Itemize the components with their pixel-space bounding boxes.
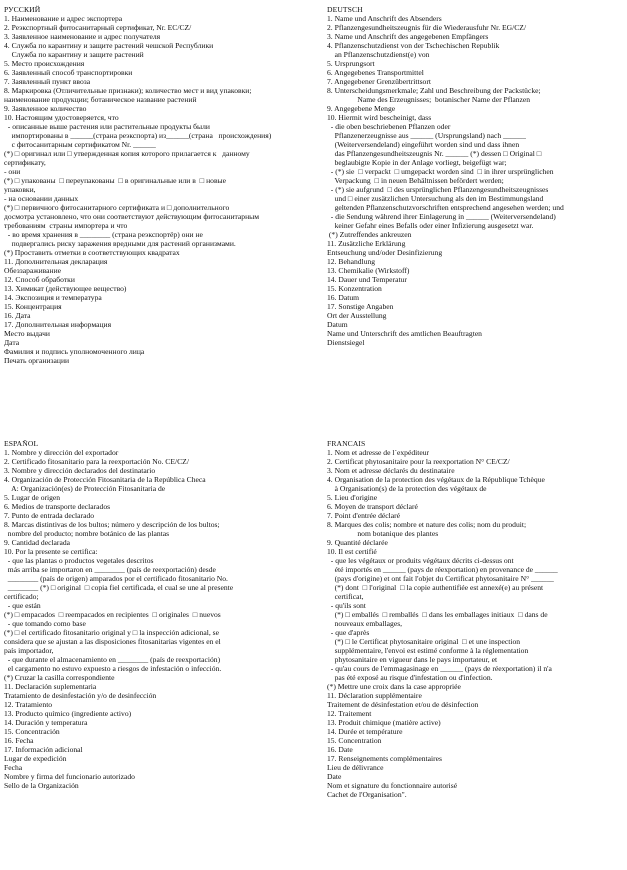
document-line: 9. Quantité déclarée (327, 538, 388, 547)
document-line: - que durante el almacenamiento en ________ (país de reexportación) (4, 655, 221, 664)
document-line: (*) □ оригинал или □ утвержденная копия которого прилагается к данному (4, 149, 250, 158)
document-line: an Pflanzenschutzdienst(e) von (327, 50, 430, 59)
document-line: 2. Реэкспортный фитосанитарный сертификат, Nr. ЕС/CZ/ (4, 23, 192, 32)
document-line: 8. Unterscheidungsmerkmale; Zahl und Beschreibung der Packstücke; (327, 86, 541, 95)
document-line: 7. Заявленный пункт ввоза (4, 77, 91, 86)
document-line: beglaubigte Kopie in der Anlage vorliegt, beigefügt war; (327, 158, 507, 167)
document-line: 8. Маркировка (Отличительные признаки); количество мест и вид упаковки; (4, 86, 252, 95)
section-heading: ESPAÑOL (4, 439, 39, 448)
document-line: (*) Cruzar la casilla correspondiente (4, 673, 115, 682)
section-lines (4, 448, 310, 790)
document-line: 13. Химикат (действующее вещество) (4, 284, 127, 293)
document-line: (*) □ emballés □ remballés □ dans les emballages initiaux □ dans de (327, 610, 548, 619)
section-russian (4, 5, 310, 365)
document-line: Lugar de expedición (4, 754, 67, 763)
document-line: Name des Erzeugnisses; botanischer Name der Pflanzen (327, 95, 531, 104)
document-line: 9. Заявленное количество (4, 104, 87, 113)
document-line: das Pflanzengesundheitszeugnis Nr. ______ (*) dessen □ Original □ (327, 149, 542, 158)
document-line: 15. Konzentration (327, 284, 382, 293)
document-line: 11. Дополнительная декларация (4, 257, 108, 266)
document-line: досмотра установлено, что они соответствуют действующим фитосанитарным (4, 212, 260, 221)
section-heading: FRANCAIS (327, 439, 366, 448)
document-line: geltenden Pflanzenschutzvorschriften entsprechend angesehen werden; und (327, 203, 564, 212)
document-line: 17. Дополнительная информация (4, 320, 112, 329)
document-line: Sello de la Organización (4, 781, 79, 790)
document-line: 3. Name und Anschrift des angegebenen Empfängers (327, 32, 489, 41)
document-line: Entseuchung und/oder Desinfizierung (327, 248, 443, 257)
document-line: (*) Проставить отметки в соответствующих квадратах (4, 248, 180, 257)
document-line: Cachet de l'Organisation". (327, 790, 407, 799)
document-line: сертификату, (4, 158, 46, 167)
document-line: - que las plantas o productos vegetales descritos (4, 556, 154, 565)
document-line: 12. Tratamiento (4, 700, 53, 709)
document-line: 9. Angegebene Menge (327, 104, 396, 113)
document-line: (pays d'origine) et ont fait l'objet du Certificat phytosanitaire N° ______ (327, 574, 554, 583)
document-line: 7. Angegebener Grenzübertrittsort (327, 77, 431, 86)
document-line: Служба по карантину и защите растений (4, 50, 144, 59)
document-line: (*) dont □ l'original □ la copie authentifiée est annexé(e) au présent (327, 583, 544, 592)
document-line: und □ einer zusätzlichen Untersuchung als den im Bestimmungsland (327, 194, 544, 203)
document-line: - (*) sie □ verpackt □ umgepackt worden sind □ in ihrer ursprünglichen (327, 167, 554, 176)
section-german (327, 5, 623, 347)
document-line: Ort der Ausstellung (327, 311, 387, 320)
section-lines (327, 448, 623, 799)
document-line: Pflanzenerzeugnisse aus ______ (Ursprungsland) nach ______ (327, 131, 526, 140)
document-line: 7. Point d'entrée déclaré (327, 511, 401, 520)
section-lines (4, 14, 310, 365)
document-line: - во время хранения в ________ (страна реэкспортёр) они не (4, 230, 203, 239)
section-french (327, 439, 623, 799)
document-line: país importador, (4, 646, 54, 655)
document-line: Tratamiento de desinfestación y/o de desinfección (4, 691, 157, 700)
document-line: 6. Medios de transporte declarados (4, 502, 111, 511)
document-line: - qu'au cours de l'emmagasinage en ______ (pays de réexportation) il n'a (327, 664, 552, 673)
document-line: 13. Chemikalie (Wirkstoff) (327, 266, 410, 275)
document-line: 3. Nombre y dirección declarados del destinatario (4, 466, 156, 475)
document-line: (Weiterversendeland) eingeführt worden sind und dass ihnen (327, 140, 520, 149)
document-line: 15. Concentration (327, 736, 382, 745)
document-line: 13. Produit chimique (matière active) (327, 718, 441, 727)
document-line: (*) Zutreffendes ankreuzen (327, 230, 412, 239)
document-line: 8. Marques des colis; nombre et nature des colis; nom du produit; (327, 520, 527, 529)
document-line: 4. Pflanzenschutzdienst von der Tschechischen Republik (327, 41, 500, 50)
document-line: ________ (*) □ original □ copia fiel certificada, el cual se une al presente (4, 583, 234, 592)
document-line: наименование продукции; ботаническое название растений (4, 95, 197, 104)
document-line: 13. Producto químico (ingrediente activo) (4, 709, 132, 718)
document-line: Name und Unterschrift des amtlichen Beauftragten (327, 329, 482, 338)
document-line: 4. Organización de Protección Fitosanitaria de la República Checa (4, 475, 206, 484)
document-line: Печать организации (4, 356, 70, 365)
document-line: (*) □ le Certificat phytosanitaire original □ et une inspection (327, 637, 521, 646)
document-line: 16. Date (327, 745, 353, 754)
document-line: - на основании данных (4, 194, 79, 203)
document-line: 1. Nombre y dirección del exportador (4, 448, 119, 457)
document-line: 14. Duración y temperatura (4, 718, 88, 727)
document-line: 6. Moyen de transport déclaré (327, 502, 418, 511)
document-line: 17. Sonstige Angaben (327, 302, 394, 311)
document-line: pas été exposé au risque d'infestation ou d'infection. (327, 673, 493, 682)
document-line: 16. Дата (4, 311, 31, 320)
document-line: - qu'ils sont (327, 601, 366, 610)
document-line: certificat, (327, 592, 364, 601)
document-line: 1. Name und Anschrift des Absenders (327, 14, 442, 23)
document-line: 8. Marcas distintivas de los bultos; número y descripción de los bultos; (4, 520, 220, 529)
document-line: 12. Behandlung (327, 257, 376, 266)
document-line: - que tomando como base (4, 619, 86, 628)
document-line: 16. Fecha (4, 736, 34, 745)
document-line: 7. Punto de entrada declarado (4, 511, 95, 520)
section-spanish (4, 439, 310, 790)
document-line: (*) □ упакованы □ переупакованы □ в оригинальные или в □ новые (4, 176, 227, 185)
document-line: (*) □ el certificado fitosanitario original y □ la inspección adicional, se (4, 628, 219, 637)
document-line: - que d'après (327, 628, 370, 637)
document-line: - die Sendung während ihrer Einlagerung in ______ (Weiterversendeland) (327, 212, 556, 221)
document-line: 5. Место происхождения (4, 59, 85, 68)
document-line: 14. Экспозиция и температура (4, 293, 102, 302)
document-line: 5. Ursprungsort (327, 59, 375, 68)
document-line: Datum (327, 320, 348, 329)
document-line: 4. Organisation de la protection des végétaux de la République Tchèque (327, 475, 545, 484)
document-line: Lieu de délivrance (327, 763, 384, 772)
document-line: упаковки, (4, 185, 36, 194)
document-line: 2. Certificado fitosanitario para la reexportación No. CE/CZ/ (4, 457, 189, 466)
document-line: el cargamento no estuvo expuesto a riesgos de infestación o infección. (4, 664, 222, 673)
document-line: - die oben beschriebenen Pflanzen oder (327, 122, 451, 131)
document-line: nouveaux emballages, (327, 619, 403, 628)
section-heading: DEUTSCH (327, 5, 363, 14)
document-line: 11. Zusätzliche Erklärung (327, 239, 406, 248)
document-line: supplémentaire, l'envoi est estimé conforme à la réglementation (327, 646, 529, 655)
document-line: 14. Dauer und Temperatur (327, 275, 407, 284)
document-line: с фитосанитарным сертификатом Nr. ______ (4, 140, 156, 149)
document-line: A: Organización(es) de Protección Fitosanitaria de (4, 484, 166, 493)
document-line: Nom et signature du fonctionnaire autorisé (327, 781, 458, 790)
document-line: - они (4, 167, 21, 176)
document-line: - que les végétaux or produits végétaux décrits ci-dessus ont (327, 556, 514, 565)
document-line: 10. Il est certifié (327, 547, 377, 556)
document-line: 2. Pflanzengesundheitszeugnis für die Wiederausfuhr Nr. EG/CZ/ (327, 23, 527, 32)
document-line: considera que se ajustan a las disposiciones fitosanitarias vigentes en el (4, 637, 221, 646)
document-line: 3. Nom et adresse déclarés du destinataire (327, 466, 455, 475)
document-line: nom botanique des plantes (327, 529, 439, 538)
document-line: 12. Способ обработки (4, 275, 75, 284)
document-line: 4. Служба по карантину и защите растений чешской Республики (4, 41, 214, 50)
document-line: 15. Concentración (4, 727, 60, 736)
document-line: требованиям страны импортера и что (4, 221, 128, 230)
document-line: à Organisation(s) de la protection des végétaux de (327, 484, 487, 493)
document-line: 12. Traitement (327, 709, 372, 718)
document-line: Dienstsiegel (327, 338, 365, 347)
document-line: 11. Déclaration supplémentaire (327, 691, 422, 700)
document-line: 17. Información adicional (4, 745, 83, 754)
document-line: - (*) sie aufgrund □ des ursprünglichen Pflanzengesundheitszeugnisses (327, 185, 549, 194)
document-line: certificado; (4, 592, 39, 601)
document-line: 1. Наименование и адрес экспортера (4, 14, 123, 23)
document-line: 11. Declaración suplementaria (4, 682, 97, 691)
document-line: 10. Por la presente se certifica: (4, 547, 98, 556)
document-line: импортированы в ______(страна реэкспорта) из______(страна происхождения) (4, 131, 272, 140)
document-line: 15. Концентрация (4, 302, 62, 311)
document-line: 9. Cantidad declarada (4, 538, 70, 547)
document-line: Verpackung □ in neuen Behältnissen befördert werden; (327, 176, 504, 185)
document-line: Nombre y firma del funcionario autorizado (4, 772, 135, 781)
document-line: ________ (país de origen) amparados por el certificado fitosanitario No. (4, 574, 228, 583)
document-line: 5. Lugar de origen (4, 493, 61, 502)
document-line: nombre del producto; nombre botánico de las plantas (4, 529, 170, 538)
document-line: 17. Renseignements complémentaires (327, 754, 442, 763)
document-line: Место выдачи (4, 329, 50, 338)
document-line: 10. Настоящим удостоверяется, что (4, 113, 119, 122)
document-line: Fecha (4, 763, 23, 772)
document-line: - описанные выше растения или растительные продукты были (4, 122, 210, 131)
document-line: 5. Lieu d'origine (327, 493, 378, 502)
section-heading: РУССКИЙ (4, 5, 41, 14)
document-line: (*) □ empacados □ reempacados en recipientes □ originales □ nuevos (4, 610, 221, 619)
document-line: Дата (4, 338, 20, 347)
document-line: Traitement de désinfestation et/ou de désinfection (327, 700, 479, 709)
document-line: (*) Mettre une croix dans la case appropriée (327, 682, 461, 691)
section-lines (327, 14, 623, 347)
document-line: Date (327, 772, 342, 781)
document-line: 10. Hiermit wird bescheinigt, dass (327, 113, 432, 122)
document-line: 16. Datum (327, 293, 360, 302)
document-line: été importés en ______ (pays de réexportation) en provenance de ______ (327, 565, 558, 574)
document-line: 6. Angegebenes Transportmittel (327, 68, 424, 77)
document-line: Обеззараживание (4, 266, 62, 275)
document-line: Фамилия и подпись уполномоченного лица (4, 347, 145, 356)
document-line: - que están (4, 601, 41, 610)
document-line: 14. Durée et température (327, 727, 403, 736)
document-line: 6. Заявленный способ транспортировки (4, 68, 133, 77)
document-line: más arriba se importaron en ________ (país de reexportación) desde (4, 565, 216, 574)
document-line: phytosanitaire en vigueur dans le pays importateur, et (327, 655, 498, 664)
document-line: (*) □ первичного фитосанитарного сертификата и □ дополнительного (4, 203, 230, 212)
document-line: подвергались риску заражения вредными для растений организмами. (4, 239, 236, 248)
document-line: 2. Certificat phytosanitaire pour la reexportation N° CE/CZ/ (327, 457, 510, 466)
document-line: 3. Заявленное наименование и адрес получателя (4, 32, 161, 41)
document-line: keiner Gefahr eines Befalls oder einer Infizierung ausgesetzt war. (327, 221, 534, 230)
document-line: 1. Nom et adresse de l´expéditeur (327, 448, 430, 457)
